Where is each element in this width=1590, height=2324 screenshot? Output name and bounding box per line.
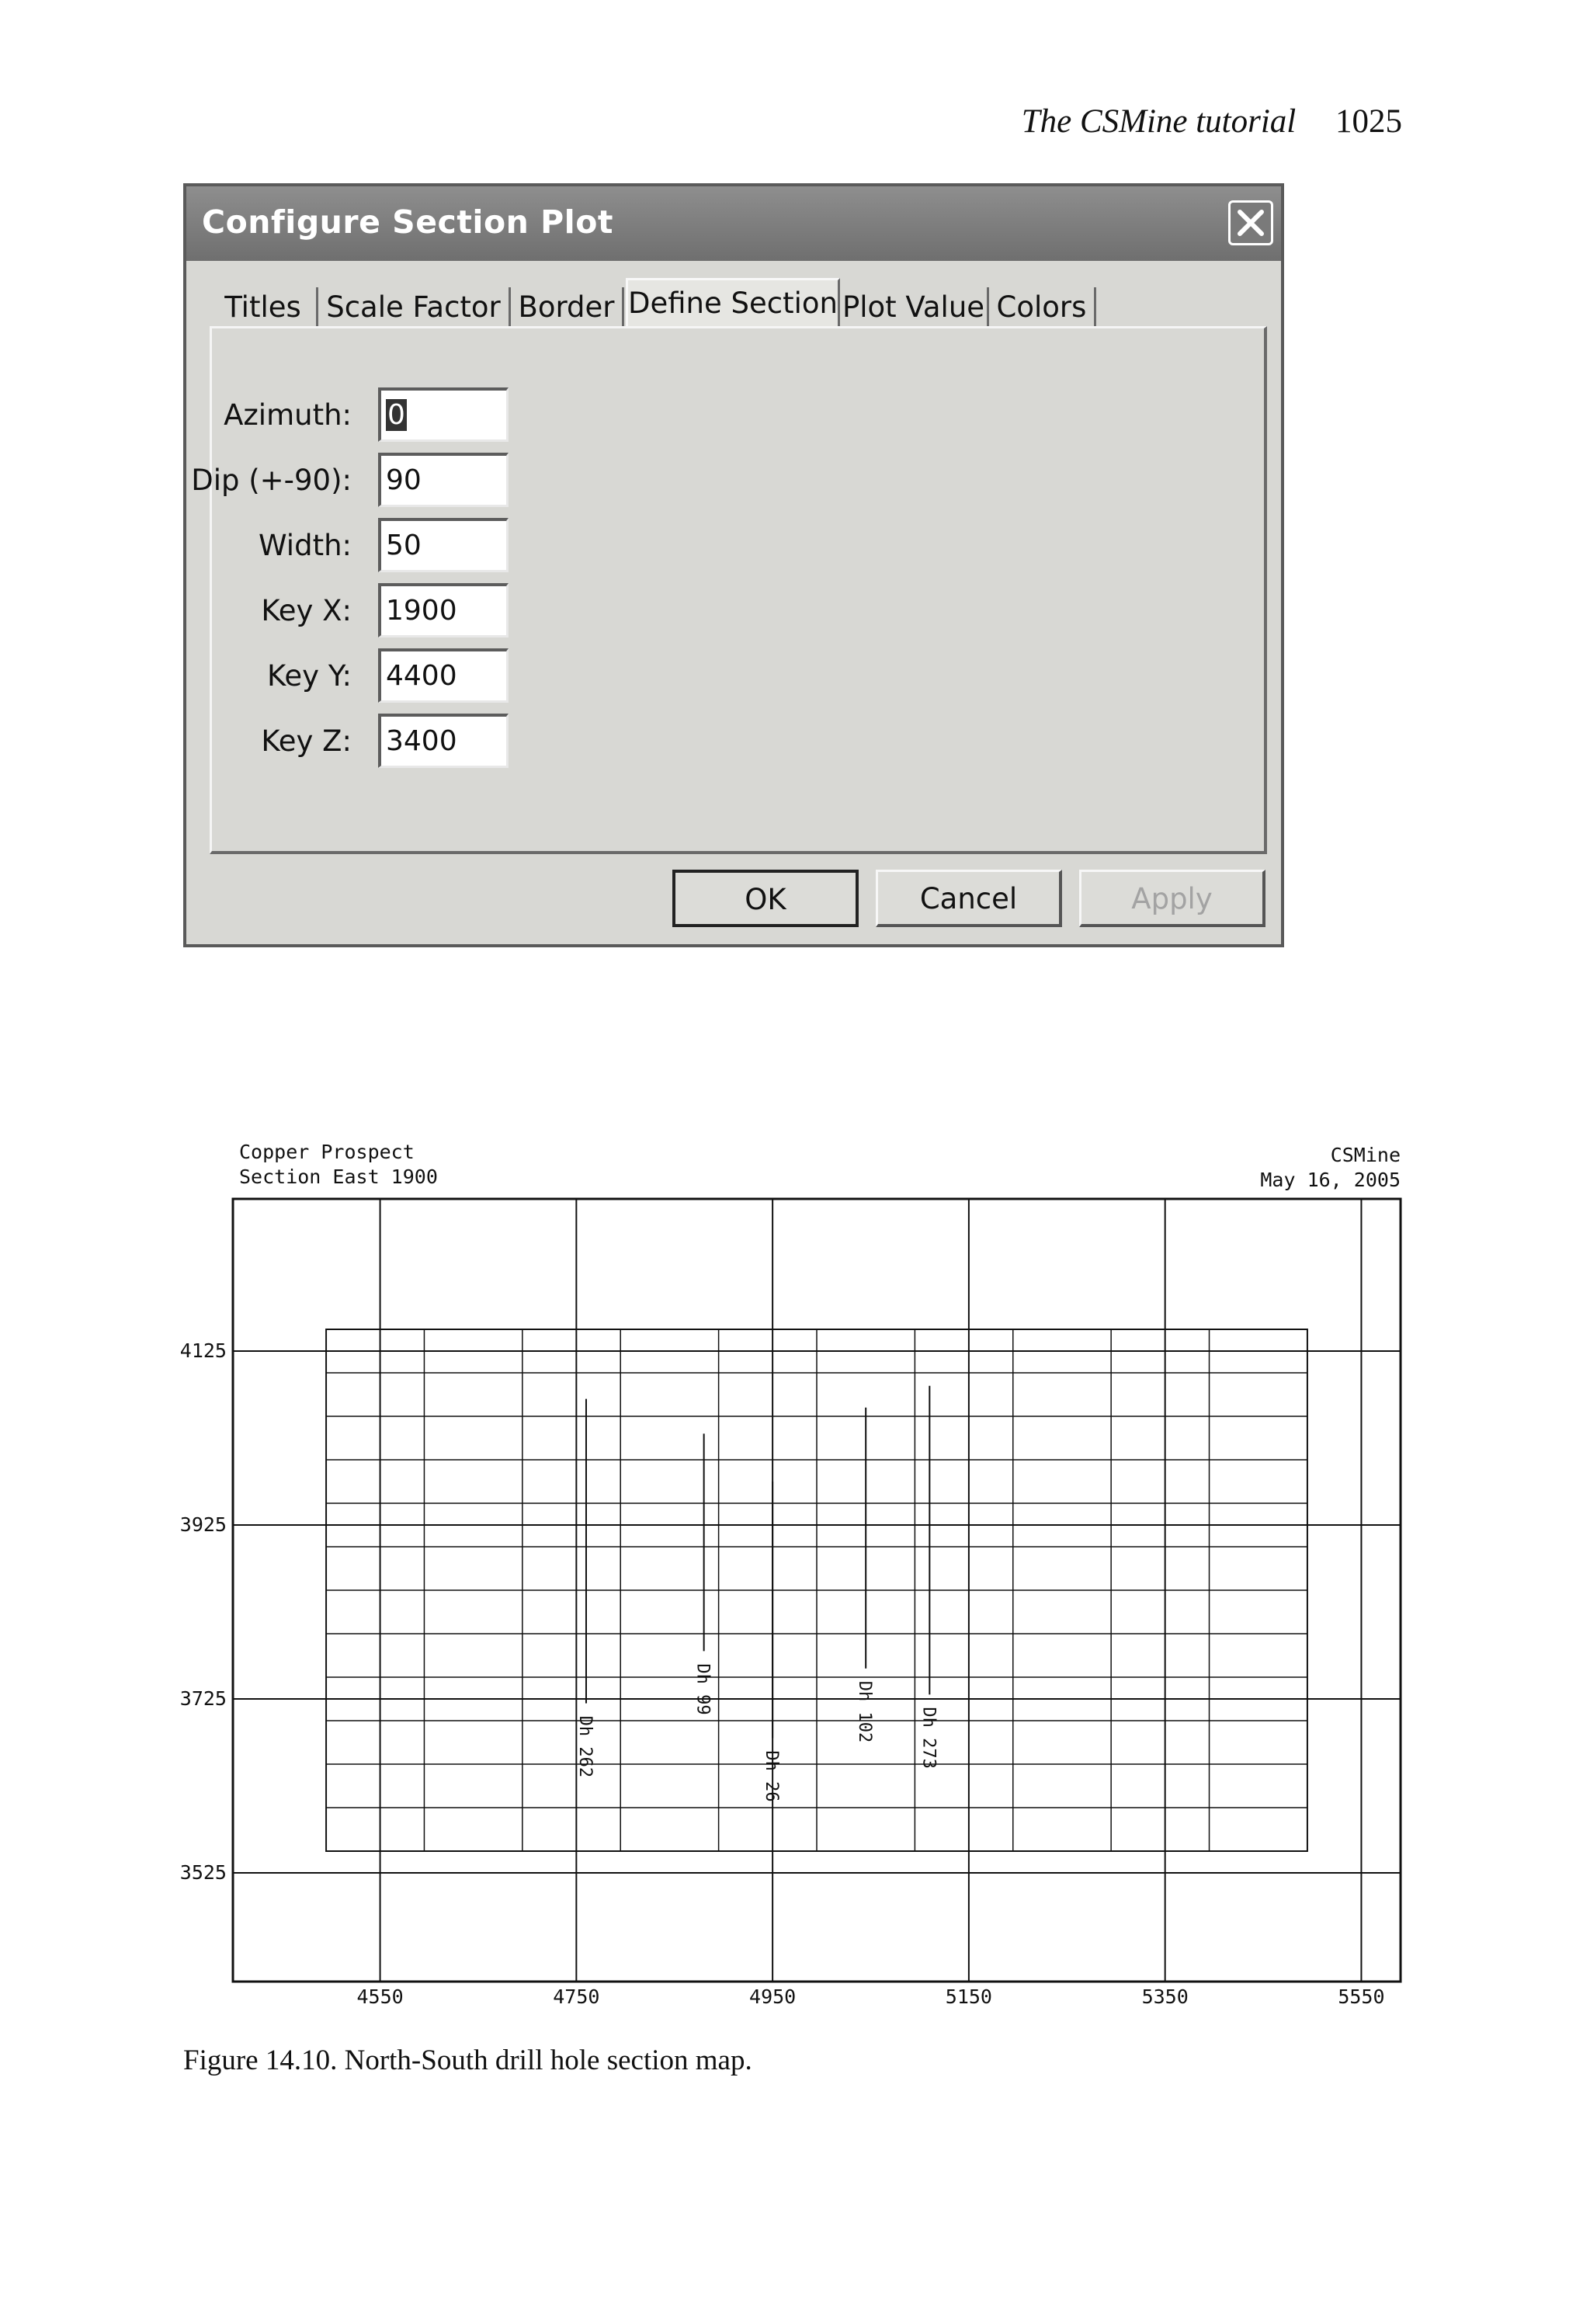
key-x-row: [212, 583, 678, 637]
x-tick-label: 5150: [945, 1985, 993, 2008]
drill-hole-label: Dh 262: [575, 1715, 595, 1778]
x-tick-label: 4750: [553, 1985, 600, 2008]
running-header-title: The CSMine tutorial: [1021, 103, 1297, 140]
key-z-label: Key Z:: [261, 724, 352, 758]
dip-input[interactable]: 90: [378, 453, 509, 507]
key-z-input[interactable]: 3400: [378, 714, 509, 768]
ok-button[interactable]: OK: [672, 870, 859, 927]
width-input[interactable]: 50: [378, 518, 509, 572]
width-row: [212, 518, 678, 572]
block-model-outline: [326, 1329, 1307, 1851]
dialog-title: Configure Section Plot: [202, 203, 613, 241]
key-z-row: [212, 714, 678, 768]
y-tick-label: 3725: [179, 1687, 227, 1710]
drill-hole-label: Dh 99: [693, 1663, 713, 1715]
key-y-input[interactable]: 4400: [378, 648, 509, 703]
dip-label: Dip (+-90):: [191, 464, 352, 497]
tab-define-section[interactable]: Define Section: [626, 278, 840, 329]
x-tick-label: 4550: [356, 1985, 404, 2008]
drill-hole-label: Dh 26: [762, 1750, 782, 1802]
drill-hole-label: Dh 273: [918, 1707, 939, 1769]
tab-border[interactable]: Border: [511, 287, 624, 328]
drill-hole-label: Dh 102: [855, 1680, 875, 1743]
figure-caption: Figure 14.10. North-South drill hole section map.: [183, 2044, 752, 2076]
tab-strip: [210, 278, 1265, 328]
y-tick-label: 3925: [179, 1513, 227, 1536]
key-x-input[interactable]: 1900: [378, 583, 509, 637]
azimuth-label: Azimuth:: [224, 398, 352, 432]
tab-scale-factor[interactable]: Scale Factor: [318, 287, 511, 328]
cancel-button[interactable]: Cancel: [876, 870, 1062, 927]
x-tick-label: 5350: [1141, 1985, 1189, 2008]
map-title-line-2: Section East 1900: [239, 1165, 438, 1188]
x-tick-label: 4950: [749, 1985, 797, 2008]
plot-frame: [233, 1199, 1401, 1982]
tab-plot-value[interactable]: Plot Value: [840, 287, 989, 328]
close-icon: [1231, 203, 1271, 243]
running-header: [1022, 102, 1402, 141]
key-y-row: [212, 648, 678, 703]
key-y-label: Key Y:: [267, 659, 352, 693]
map-title-line-1: Copper Prospect: [239, 1141, 415, 1163]
key-x-label: Key X:: [261, 594, 352, 627]
width-label: Width:: [259, 529, 352, 562]
y-tick-label: 4125: [179, 1339, 227, 1362]
azimuth-input[interactable]: 0: [378, 387, 509, 442]
close-button[interactable]: [1228, 200, 1273, 245]
azimuth-row: [212, 387, 678, 442]
tab-titles[interactable]: Titles: [210, 287, 318, 328]
x-tick-label: 5550: [1338, 1985, 1385, 2008]
define-section-panel: [191, 326, 1267, 854]
tab-colors[interactable]: Colors: [989, 287, 1096, 328]
apply-button[interactable]: Apply: [1079, 870, 1265, 927]
dip-row: [191, 453, 678, 507]
configure-section-plot-dialog: [183, 183, 1284, 947]
y-tick-label: 3525: [179, 1861, 227, 1884]
map-app-name: CSMine: [1330, 1144, 1401, 1166]
map-date: May 16, 2005: [1260, 1169, 1401, 1191]
page-number: 1025: [1335, 103, 1402, 140]
dialog-titlebar[interactable]: [186, 186, 1281, 261]
